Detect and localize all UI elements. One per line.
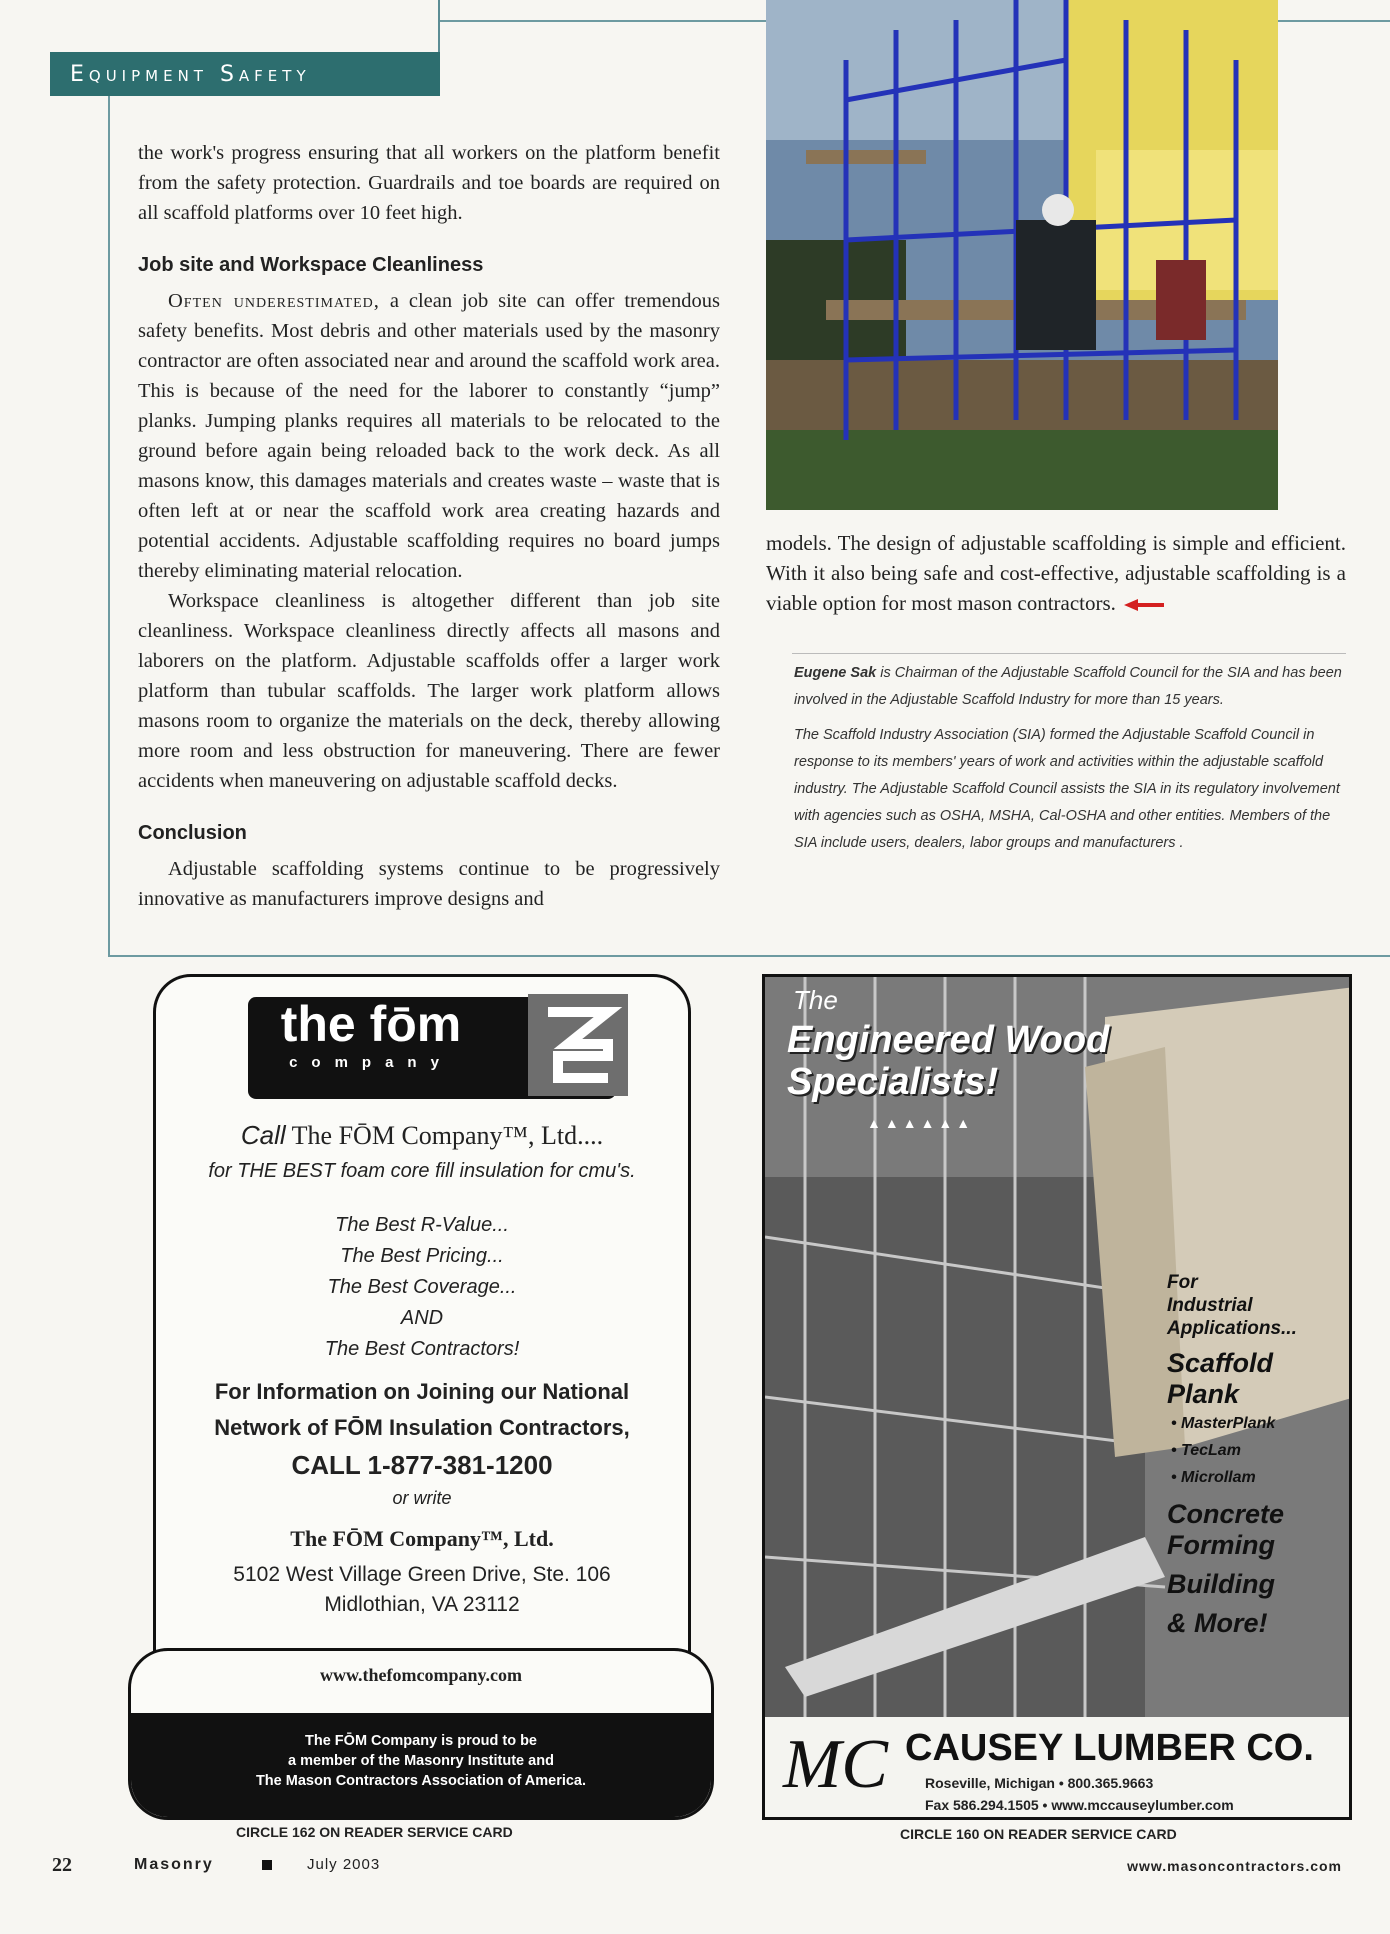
- paragraph-conclusion: Adjustable scaffolding systems continue to be progressively innovative as manufacturers improve designs and: [138, 858, 720, 910]
- issue-date: July 2003: [307, 1856, 381, 1873]
- fom-benefit: The Best Coverage...: [327, 1276, 517, 1298]
- fom-call-italic: Call: [240, 1120, 286, 1150]
- section-tab-outline: [50, 0, 440, 52]
- mc-headline: [787, 1019, 1109, 1103]
- paragraph-workspace: Workspace cleanliness is altogether different than job site cleanliness. Workspace cleanliness directly affects all masons and laborers on the platform. Adjustable scaffolds offer a larger work platform than tubular scaffolds. The larger work platform allows masons room to organize the materials on the deck, thereby allowing more room and less obstruction for maneuvering. There are fewer accidents when maneuvering on adjustable scaffold decks.: [138, 590, 720, 792]
- fom-benefit-list: [153, 1210, 691, 1365]
- author-bio: [794, 660, 1342, 857]
- page-number: 22: [52, 1854, 72, 1876]
- fom-company-name: The FŌM Company™, Ltd.: [290, 1526, 554, 1551]
- bio-sia: The Scaffold Industry Association (SIA) formed the Adjustable Scaffold Council in response to its members' years of work and activities within the adjustable scaffold industry. The Adjustable Scaffold Council assists the SIA in its regulatory involvement with agencies such as OSHA, MSHA, Cal-OSHA and other entities. Members of the SIA include users, dealers, labor groups and manufacturers .: [794, 727, 1340, 851]
- paragraph-cleanliness-text: a clean job site can offer tremendous safety benefits. Most debris and other materials used by the masonry contractor are often associated near and around the scaffold work area. This is because of the need for the laborer to constantly “jump” planks. Jumping planks requires all materials to be relocated to the ground before again being reloaded back to the work deck. As all masons know, this damages materials and creates waste – waste that is often left at or near the scaffold work area creating hazards and potential accidents. Adjustable scaffolding requires no board jumps thereby eliminating material relocation.: [138, 290, 720, 582]
- fom-logo-subtext: company: [289, 1054, 453, 1071]
- article-left-column: [138, 138, 720, 914]
- mc-company-name: CAUSEY LUMBER CO.: [905, 1727, 1314, 1769]
- mccausey-lumber-ad[interactable]: [762, 974, 1352, 1820]
- footer-square-icon: [262, 1860, 272, 1870]
- article-right-column: [766, 528, 1346, 618]
- mc-sub-item: • MasterPlank: [1171, 1415, 1276, 1432]
- scaffold-photo: [766, 0, 1278, 510]
- left-frame-rule: [108, 96, 110, 956]
- fom-address: [153, 1560, 691, 1620]
- heading-cleanliness: Job site and Workspace Cleanliness: [138, 254, 484, 276]
- mc-item-line: Concrete: [1167, 1499, 1285, 1529]
- mc-for-line: For: [1167, 1272, 1198, 1293]
- fom-member-line: The FŌM Company is proud to be: [305, 1733, 537, 1749]
- fom-membership-band: [131, 1713, 711, 1820]
- section-title: Equipment Safety: [50, 52, 440, 96]
- bio-text: is Chairman of the Adjustable Scaffold Council for the SIA and has been involved in the Adjustable Scaffold Industry for more than 15 years.: [794, 665, 1342, 708]
- bio-author: [794, 660, 1342, 714]
- fom-member-line: The Mason Contractors Association of America.: [255, 1773, 587, 1789]
- fom-benefit: The Best R-Value...: [335, 1214, 509, 1236]
- fom-info: [153, 1374, 691, 1446]
- fom-info-line: For Information on Joining our National: [214, 1379, 630, 1404]
- mc-item-building: Building: [1167, 1569, 1275, 1599]
- mc-triangles: ▲▲▲▲▲▲: [867, 1117, 975, 1132]
- fom-tagline: for THE BEST foam core fill insulation for cmu's.: [208, 1160, 636, 1182]
- mc-item-line: Forming: [1167, 1530, 1275, 1560]
- end-of-article-icon: [1124, 598, 1164, 612]
- heading-conclusion: Conclusion: [138, 822, 247, 844]
- fom-company-ad[interactable]: [128, 974, 714, 1820]
- fom-swoosh-icon: [528, 994, 628, 1096]
- mc-item-scaffold: [1167, 1348, 1352, 1410]
- fom-logo-mark-icon: [528, 994, 628, 1096]
- lead-in: Often underestimated,: [168, 290, 380, 312]
- mc-sub-item: • Microllam: [1171, 1469, 1256, 1486]
- mc-item-line: Plank: [1167, 1379, 1240, 1409]
- mc-product-list: [1167, 1271, 1352, 1691]
- mc-for-heading: [1167, 1271, 1352, 1340]
- fom-website-link[interactable]: www.thefomcompany.com: [320, 1665, 522, 1685]
- fom-benefit: AND: [400, 1307, 444, 1329]
- paragraph-cleanliness: [138, 286, 720, 586]
- mc-the: The: [793, 985, 838, 1015]
- paragraph-continued: the work's progress ensuring that all workers on the platform benefit from the safety protection. Guardrails and toe boards are required on all scaffold platforms over 10 feet high.: [138, 142, 720, 224]
- mc-for-line: Applications...: [1167, 1318, 1297, 1339]
- website-link[interactable]: www.masoncontractors.com: [1127, 1858, 1342, 1874]
- bio-name: Eugene Sak: [794, 665, 877, 681]
- paragraph-end: models. The design of adjustable scaffolding is simple and efficient. With it also being safe and cost-effective, adjustable scaffolding is a viable option for most mason contractors.: [766, 531, 1346, 615]
- fom-ad-bottom-pill: [128, 1648, 714, 1820]
- fom-info-line: Network of FŌM Insulation Contractors,: [214, 1415, 630, 1440]
- fom-logo-text: the fōm: [280, 996, 462, 1052]
- mc-for-line: Industrial: [1167, 1295, 1253, 1316]
- fom-member-line: a member of the Masonry Institute and: [288, 1753, 554, 1769]
- fom-benefit: The Best Pricing...: [340, 1245, 504, 1267]
- fom-address-line: 5102 West Village Green Drive, Ste. 106: [233, 1563, 611, 1586]
- fom-address-line: Midlothian, VA 23112: [324, 1593, 520, 1616]
- fom-benefit: The Best Contractors!: [324, 1338, 520, 1360]
- bio-rule: [792, 653, 1346, 654]
- fom-reader-service: CIRCLE 162 ON READER SERVICE CARD: [236, 1824, 513, 1840]
- mc-contact-web[interactable]: Fax 586.294.1505 • www.mccauseylumber.com: [925, 1797, 1234, 1813]
- mc-item-line: Scaffold: [1167, 1348, 1274, 1378]
- page-footer: [52, 1854, 1342, 1878]
- fom-call-line: [153, 1120, 691, 1151]
- mccausey-reader-service: CIRCLE 160 ON READER SERVICE CARD: [900, 1826, 1177, 1842]
- mc-footer-band: [765, 1717, 1349, 1820]
- fom-phone[interactable]: CALL 1-877-381-1200: [291, 1450, 553, 1480]
- mc-sub-item: • TecLam: [1171, 1442, 1241, 1459]
- fom-call-company: The FŌM Company™, Ltd....: [285, 1121, 604, 1150]
- mc-headline-line: Engineered Wood: [787, 1019, 1110, 1061]
- mc-contact-phone: Roseville, Michigan • 800.365.9663: [925, 1775, 1154, 1791]
- mc-item-more: & More!: [1167, 1608, 1268, 1638]
- magazine-name: Masonry: [134, 1856, 214, 1873]
- bottom-frame-rule: [108, 955, 1390, 957]
- scaffold-photo-illustration: [766, 0, 1278, 510]
- mc-logo-mark: MC: [783, 1726, 888, 1803]
- mc-item-concrete: [1167, 1499, 1352, 1561]
- fom-or-write: or write: [392, 1488, 452, 1508]
- mc-headline-line: Specialists!: [787, 1061, 999, 1103]
